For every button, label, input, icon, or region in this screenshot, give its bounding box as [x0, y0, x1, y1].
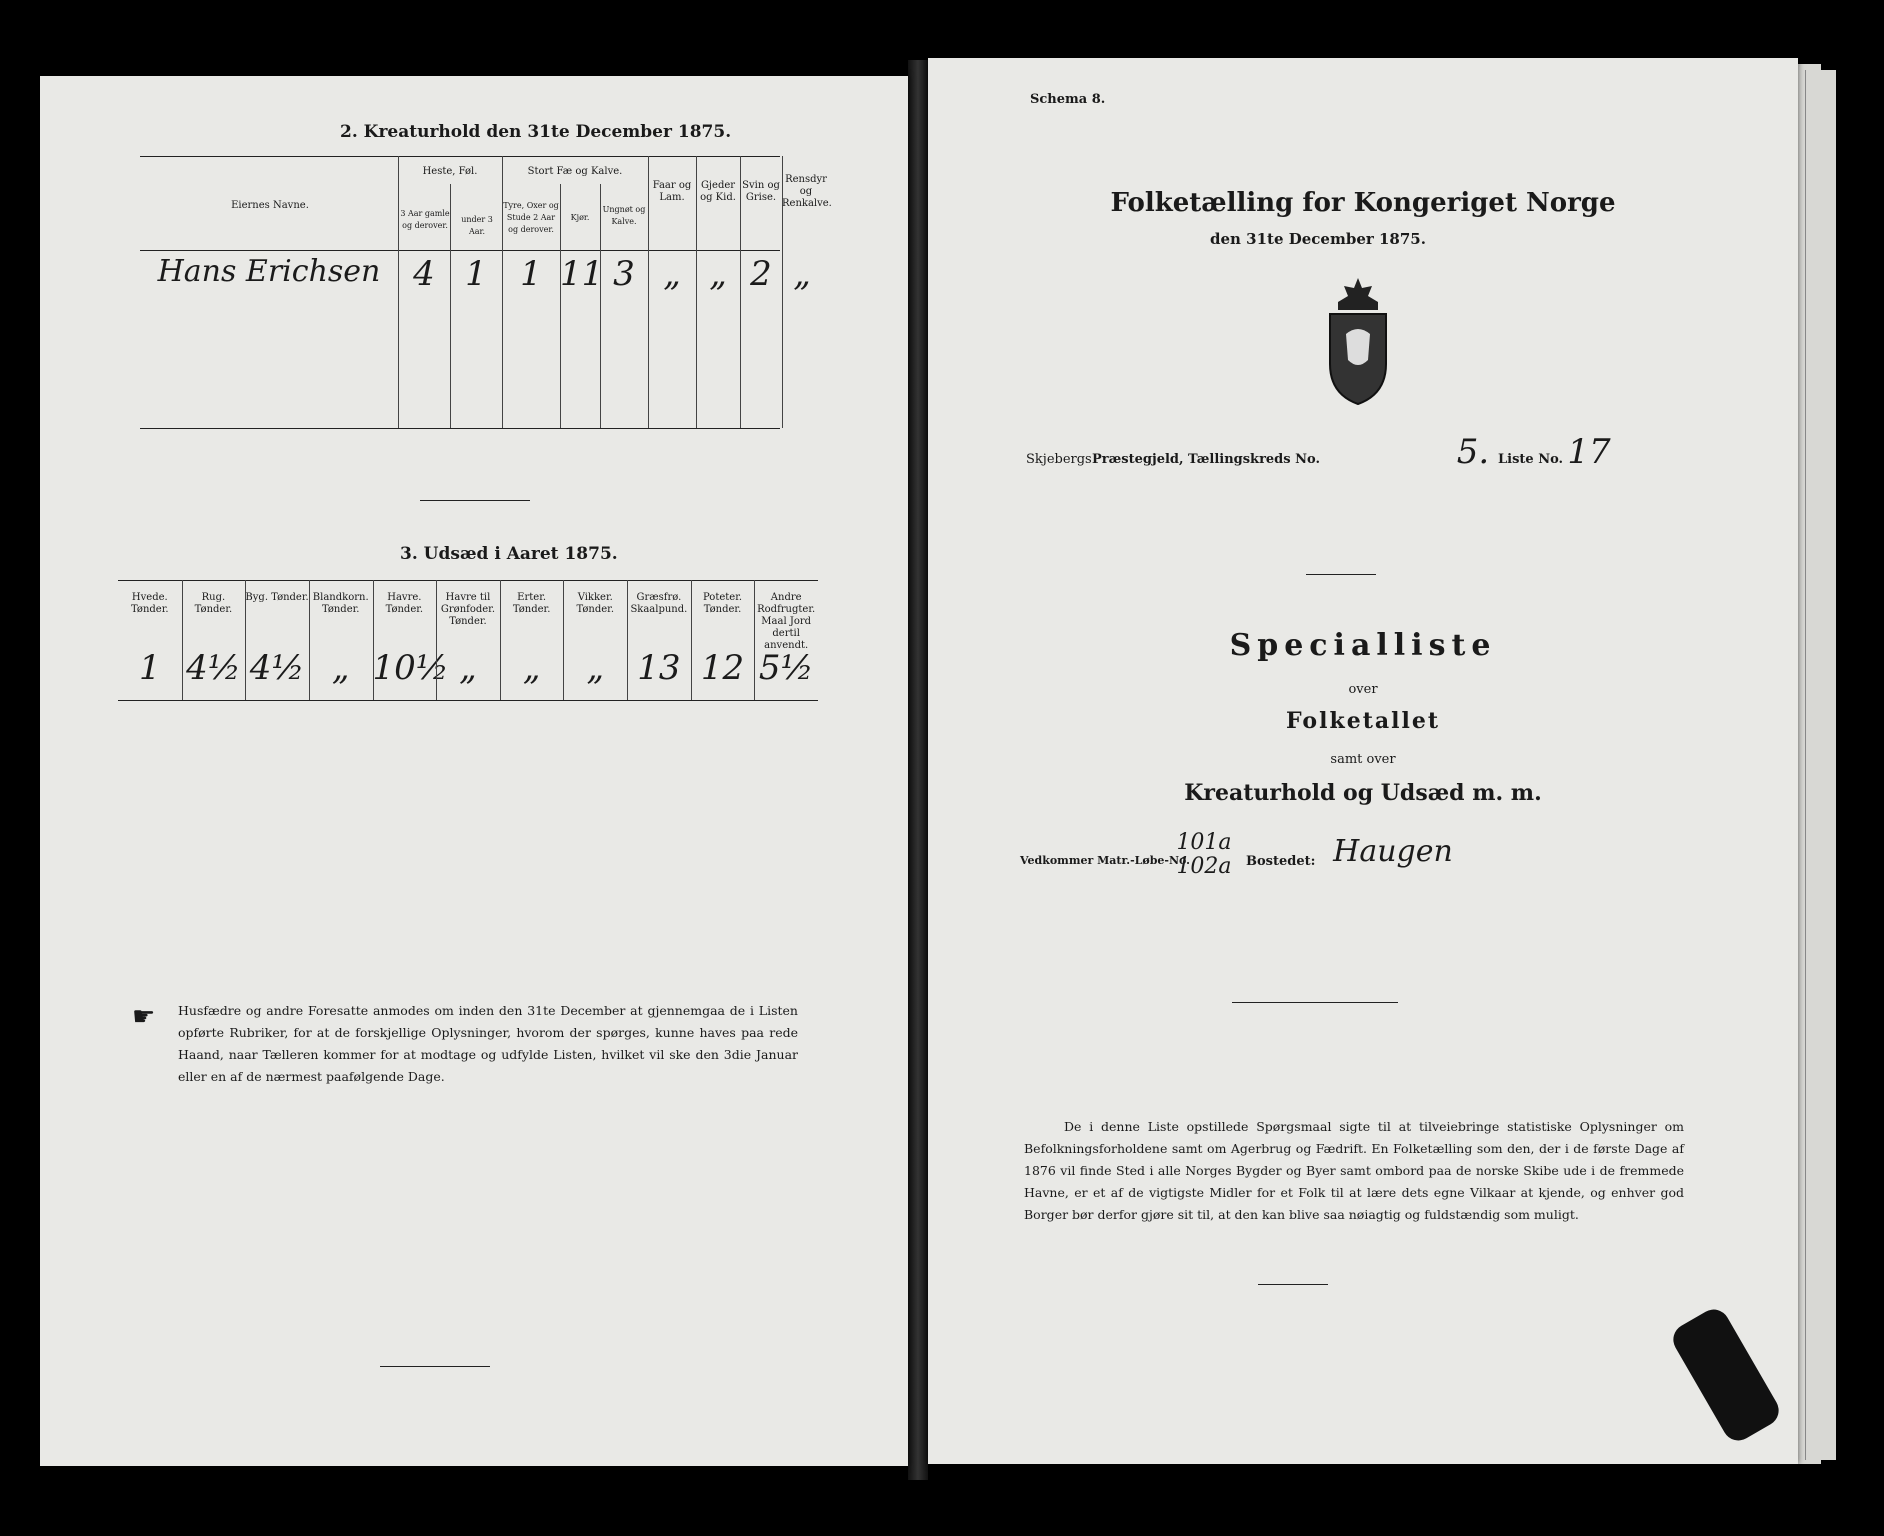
tyre-value: 1 — [520, 254, 542, 294]
schema-label: Schema 8. — [1030, 92, 1106, 107]
rensdyr-header: Rensdyr og Renkalve. — [782, 174, 832, 209]
section3-title: 3. Udsæd i Aaret 1875. — [400, 544, 618, 564]
date-line: den 31te December 1875. — [1210, 230, 1426, 248]
kjor-value: 11 — [560, 254, 604, 294]
sowing-value: 4½ — [249, 648, 305, 688]
divider — [1306, 574, 1376, 575]
bosted-value: Haugen — [1333, 834, 1453, 869]
specialliste-heading: Specialliste — [1229, 628, 1497, 663]
table-rule — [140, 250, 780, 251]
table-rule — [118, 700, 818, 701]
sowing-header: Byg. Tønder. — [245, 592, 309, 603]
ungnot-value: 3 — [613, 254, 635, 294]
stort-header: Stort Fæ og Kalve. — [527, 166, 623, 177]
fol-value: 1 — [465, 254, 487, 294]
right-page — [928, 58, 1798, 1464]
sowing-value: 1 — [138, 648, 161, 688]
heste-header: Heste, Føl. — [422, 166, 478, 177]
divider — [1232, 1002, 1398, 1003]
page-stack-edge — [1805, 70, 1836, 1460]
coat-of-arms-icon — [1316, 274, 1400, 408]
faar-header: Faar og Lam. — [652, 180, 692, 203]
gjeder-header: Gjeder og Kid. — [700, 180, 736, 203]
sowing-header: Erter. Tønder. — [512, 592, 551, 615]
sowing-header: Vikker. Tønder. — [576, 592, 615, 615]
gjeder-value: „ — [709, 254, 727, 294]
section2-title: 2. Kreaturhold den 31te December 1875. — [340, 122, 732, 142]
sowing-header: Andre Rodfrugter. Maal Jord dertil anvendt. — [757, 592, 816, 651]
faar-value: „ — [663, 254, 681, 294]
rensdyr-value: „ — [793, 254, 811, 294]
pointing-hand-icon: ☛ — [132, 1002, 156, 1032]
sowing-value: 4½ — [186, 648, 241, 688]
sowing-value: 5½ — [758, 648, 814, 688]
divider — [1258, 1284, 1328, 1285]
left-page — [40, 76, 908, 1466]
main-title: Folketælling for Kongeriget Norge — [1110, 188, 1616, 218]
sowing-header: Poteter. Tønder. — [702, 592, 743, 615]
sowing-value: „ — [331, 648, 350, 688]
district-label: Præstegjeld, Tællingskreds No. — [1092, 452, 1320, 467]
sowing-header: Græsfrø. Skaalpund. — [630, 592, 688, 615]
stort-sub3: Ungnøt og Kalve. — [602, 205, 646, 226]
sowing-header: Rug. Tønder. — [194, 592, 233, 615]
matr-label: Vedkommer Matr.-Løbe-No. — [1020, 854, 1190, 867]
owner-name: Hans Erichsen — [157, 254, 381, 289]
liste-number: 17 — [1567, 432, 1611, 472]
heste-sub2: under 3 Aar. — [461, 215, 493, 236]
sowing-header: Havre. Tønder. — [385, 592, 424, 615]
sowing-header: Hvede. Tønder. — [131, 592, 169, 615]
heste-sub1: 3 Aar gamle og derover. — [400, 209, 450, 230]
matr-number-2: 102a — [1176, 854, 1232, 879]
stort-sub1: Tyre, Oxer og Stude 2 Aar og derover. — [503, 201, 559, 234]
sowing-value: „ — [586, 648, 605, 688]
sowing-value: „ — [522, 648, 541, 688]
table-rule — [140, 156, 780, 157]
district-prefix: Skjebergs — [1026, 452, 1092, 467]
divider — [420, 500, 530, 501]
table-rule — [118, 580, 818, 581]
samt-over-label: samt over — [1330, 752, 1396, 767]
matr-number-1: 101a — [1176, 830, 1232, 855]
district-number: 5. — [1456, 432, 1490, 472]
divider — [380, 1366, 490, 1367]
svin-header: Svin og Grise. — [742, 180, 780, 203]
table-rule — [140, 428, 780, 429]
notice-text: Husfædre og andre Foresatte anmodes om inden den 31te December at gjennemgaa de i Listen opførte Rubriker, for at de forskjellige Oplysninger, hvorom der spørges, kunne haves paa rede Haand, naar Tælleren kommer for at modtage og udfylde Listen, hvilket vil ske den 3die Januar eller en af de nærmest paafølgende Dage. — [178, 1003, 798, 1084]
heste-value: 4 — [413, 254, 435, 294]
over-label: over — [1348, 682, 1378, 697]
sowing-value: 10½ — [372, 648, 449, 688]
liste-label: Liste No. — [1498, 452, 1564, 467]
sowing-value: 12 — [700, 648, 745, 688]
kreaturhold-heading: Kreaturhold og Udsæd m. m. — [1184, 780, 1542, 806]
owner-header: Eiernes Navne. — [231, 200, 309, 211]
sowing-value: 13 — [637, 648, 681, 688]
footer-text: De i denne Liste opstillede Spørgsmaal sigte til at tilveiebringe statistiske Oplysninger om Befolkningsforholdene samt om Agerbrug og Fædrift. En Folketælling som den, der i de første Dage af 1876 vil finde Sted i alle Norges Bygder og Byer samt ombord paa de norske Skibe ude i de fremmede Havne, er et af de vigtigste Midler for et Folk til at lære dets egne Vilkaar at kjende, og enhver god Borger bør derfor gjøre sit til, at den kan blive saa nøiagtig og fuldstændig som muligt. — [1024, 1119, 1684, 1222]
sowing-header: Havre til Grønfoder. Tønder. — [440, 592, 496, 627]
folketallet-heading: Folketallet — [1286, 708, 1440, 734]
stort-sub2: Kjør. — [570, 213, 590, 222]
sowing-value: „ — [459, 648, 477, 688]
sowing-header: Blandkorn. Tønder. — [312, 592, 369, 615]
svin-value: 2 — [750, 254, 772, 294]
bosted-label: Bostedet: — [1246, 854, 1316, 869]
book-spine — [908, 60, 928, 1480]
